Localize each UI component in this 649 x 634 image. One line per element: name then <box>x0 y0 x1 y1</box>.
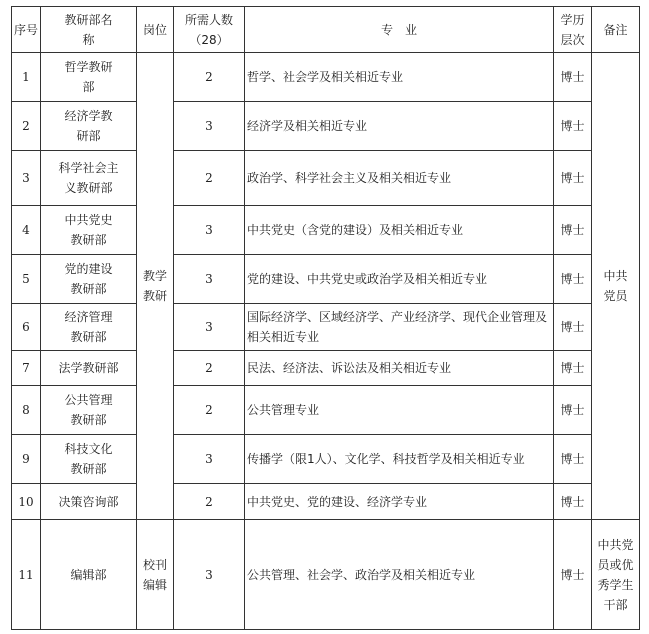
row-degree: 博士 <box>554 53 592 102</box>
row-degree: 博士 <box>554 520 592 630</box>
row-count: 3 <box>174 304 245 351</box>
row-seq: 9 <box>12 435 41 484</box>
row-count: 3 <box>174 102 245 151</box>
row-dept: 科技文化教研部 <box>41 435 137 484</box>
row-degree: 博士 <box>554 151 592 206</box>
row-seq: 11 <box>12 520 41 630</box>
table-row <box>12 386 640 435</box>
row-dept: 哲学教研部 <box>41 53 137 102</box>
row-count: 2 <box>174 484 245 520</box>
row-count: 2 <box>174 386 245 435</box>
table-row <box>12 484 640 520</box>
row-seq: 7 <box>12 351 41 386</box>
row-dept: 中共党史教研部 <box>41 206 137 255</box>
header-post: 岗位 <box>137 7 174 53</box>
row-degree: 博士 <box>554 206 592 255</box>
row-seq: 1 <box>12 53 41 102</box>
row-degree: 博士 <box>554 102 592 151</box>
row-count: 3 <box>174 206 245 255</box>
table-row <box>12 102 640 151</box>
row-count: 3 <box>174 435 245 484</box>
table-row <box>12 520 640 630</box>
table-row <box>12 304 640 351</box>
row-major: 中共党史、党的建设、经济学专业 <box>245 484 554 520</box>
header-major: 专 业 <box>245 7 554 53</box>
row-dept: 法学教研部 <box>41 351 137 386</box>
row-major: 中共党史（含党的建设）及相关相近专业 <box>245 206 554 255</box>
header-note: 备注 <box>592 7 640 53</box>
row-degree: 博士 <box>554 304 592 351</box>
post-editing: 校刊编辑 <box>137 520 174 630</box>
row-count: 2 <box>174 151 245 206</box>
table-row <box>12 435 640 484</box>
row-dept: 科学社会主义教研部 <box>41 151 137 206</box>
row-major: 传播学（限1人）、文化学、科技哲学及相关相近专业 <box>245 435 554 484</box>
row-degree: 博士 <box>554 386 592 435</box>
row-major: 公共管理专业 <box>245 386 554 435</box>
row-count: 3 <box>174 520 245 630</box>
note-party: 中共党员 <box>592 53 640 520</box>
row-seq: 4 <box>12 206 41 255</box>
table-row <box>12 53 640 102</box>
row-dept: 经济管理教研部 <box>41 304 137 351</box>
row-count: 3 <box>174 255 245 304</box>
row-degree: 博士 <box>554 484 592 520</box>
row-degree: 博士 <box>554 351 592 386</box>
row-dept: 经济学教研部 <box>41 102 137 151</box>
table-row <box>12 351 640 386</box>
row-dept: 党的建设教研部 <box>41 255 137 304</box>
header-row <box>12 7 640 53</box>
header-seq: 序号 <box>12 7 41 53</box>
row-major: 哲学、社会学及相关相近专业 <box>245 53 554 102</box>
row-seq: 8 <box>12 386 41 435</box>
post-teaching: 教学教研 <box>137 53 174 520</box>
table-row <box>12 206 640 255</box>
row-seq: 10 <box>12 484 41 520</box>
row-dept: 编辑部 <box>41 520 137 630</box>
row-dept: 公共管理教研部 <box>41 386 137 435</box>
table-row <box>12 151 640 206</box>
header-count: 所需人数（28） <box>174 7 245 53</box>
header-dept: 教研部名称 <box>41 7 137 53</box>
recruitment-table <box>11 6 640 630</box>
row-major: 政治学、科学社会主义及相关相近专业 <box>245 151 554 206</box>
header-degree: 学历层次 <box>554 7 592 53</box>
row-major: 经济学及相关相近专业 <box>245 102 554 151</box>
row-major: 民法、经济法、诉讼法及相关相近专业 <box>245 351 554 386</box>
row-degree: 博士 <box>554 435 592 484</box>
table-row <box>12 255 640 304</box>
row-seq: 3 <box>12 151 41 206</box>
row-major: 党的建设、中共党史或政治学及相关相近专业 <box>245 255 554 304</box>
row-seq: 6 <box>12 304 41 351</box>
note-editing: 中共党员或优秀学生干部 <box>592 520 640 630</box>
row-seq: 5 <box>12 255 41 304</box>
row-major: 国际经济学、区域经济学、产业经济学、现代企业管理及相关相近专业 <box>245 304 554 351</box>
row-seq: 2 <box>12 102 41 151</box>
row-major: 公共管理、社会学、政治学及相关相近专业 <box>245 520 554 630</box>
row-degree: 博士 <box>554 255 592 304</box>
row-count: 2 <box>174 53 245 102</box>
row-count: 2 <box>174 351 245 386</box>
row-dept: 决策咨询部 <box>41 484 137 520</box>
